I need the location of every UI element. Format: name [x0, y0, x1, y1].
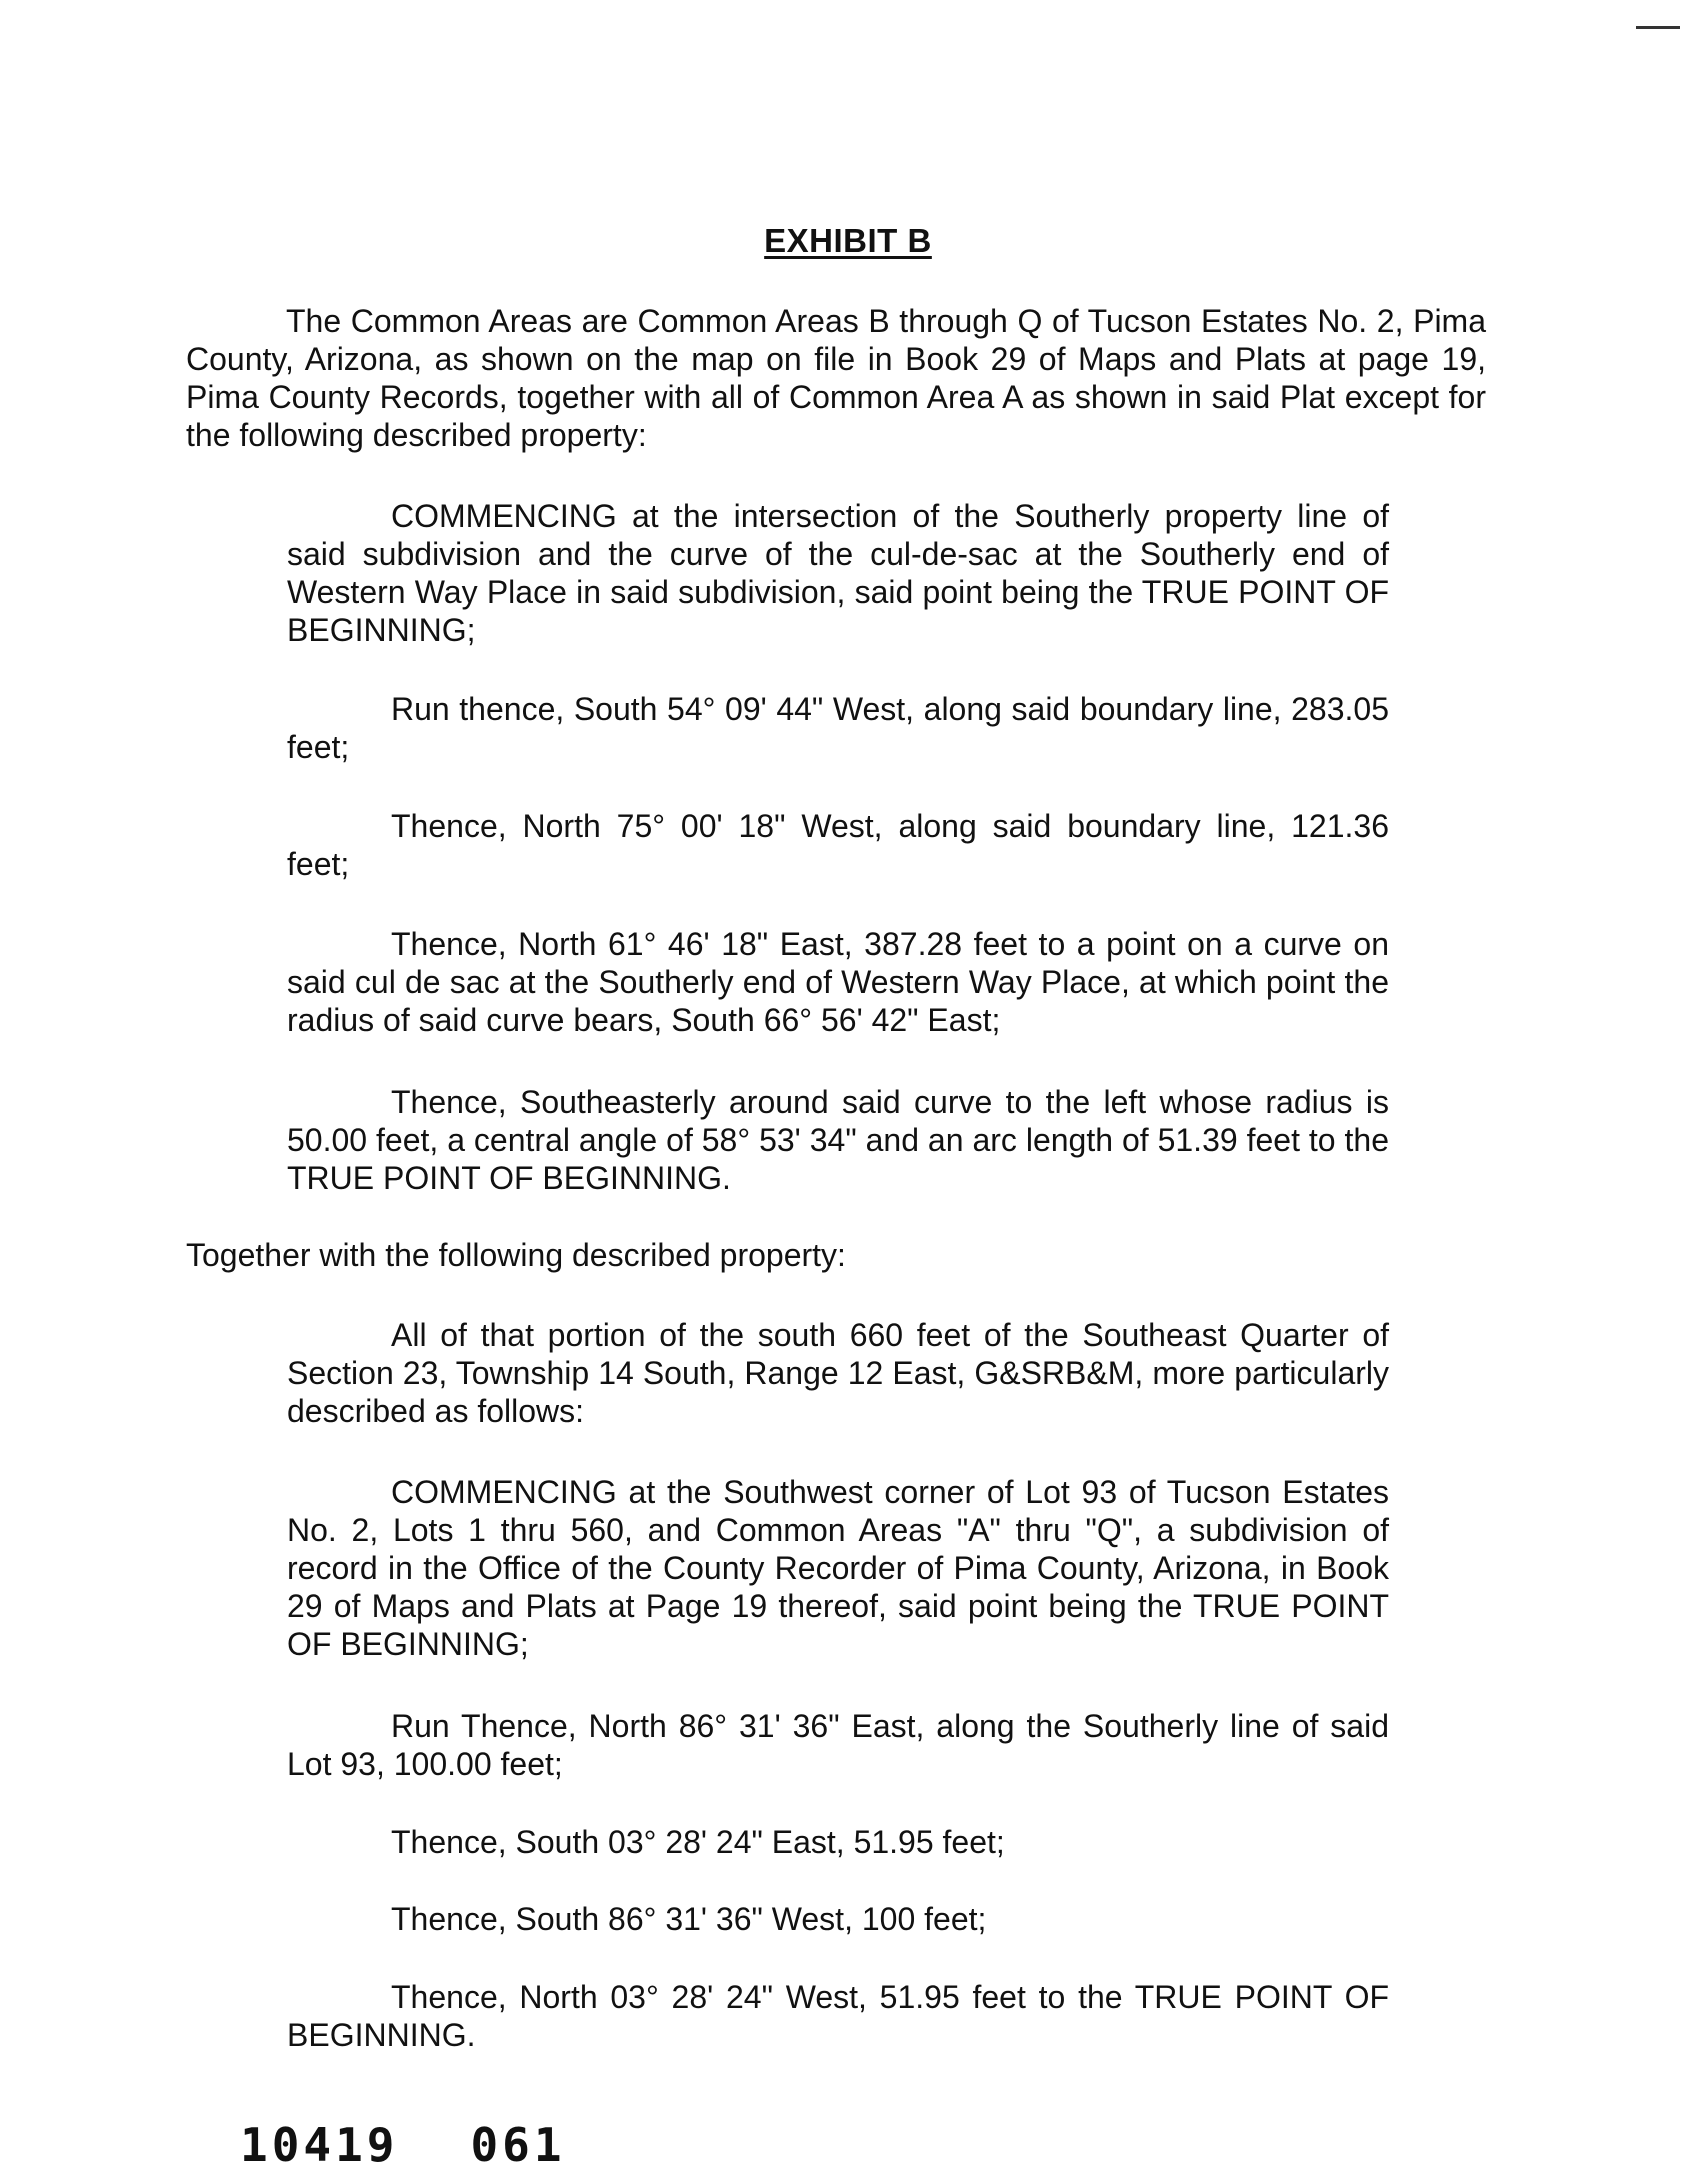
- exception-course-1: Run thence, South 54° 09' 44" West, along said boundary line, 283.05 feet;: [287, 691, 1389, 765]
- addition-portion: All of that portion of the south 660 feet of the Southeast Quarter of Section 23, Township 14 South, Range 12 East, G&SRB&M, more particularly described as follows:: [287, 1317, 1389, 1429]
- addition-course-4: Thence, North 03° 28' 24" West, 51.95 feet to the TRUE POINT OF BEGINNING.: [287, 1979, 1389, 2053]
- exception-course-3: Thence, North 61° 46' 18" East, 387.28 feet to a point on a curve on said cul de sac at the Southerly end of Western Way Place, at which point the radius of said curve bears, South 66° 56' 42" East;: [287, 926, 1389, 1038]
- scan-mark: [1636, 26, 1680, 29]
- recording-docket: 10419: [240, 2118, 399, 2172]
- together-paragraph: Together with the following described property:: [186, 1237, 846, 1273]
- addition-commencing: COMMENCING at the Southwest corner of Lot 93 of Tucson Estates No. 2, Lots 1 thru 560, and Common Areas "A" thru "Q", a subdivision of record in the Office of the County Recorder of Pima County, Arizona, in Book 29 of Maps and Plats at Page 19 thereof, said point being the TRUE POINT OF BEGINNING;: [287, 1474, 1389, 1662]
- intro-paragraph: The Common Areas are Common Areas B through Q of Tucson Estates No. 2, Pima County, Arizona, as shown on the map on file in Book 29 of Maps and Plats at page 19, Pima County Records, together with all of Common Area A as shown in said Plat except for the following described property:: [186, 303, 1486, 453]
- addition-course-1: Run Thence, North 86° 31' 36" East, along the Southerly line of said Lot 93, 100.00 feet;: [287, 1708, 1389, 1782]
- recording-stamp: [240, 2118, 566, 2172]
- recording-page: 061: [470, 2118, 566, 2172]
- exhibit-title: EXHIBIT B: [764, 222, 932, 259]
- addition-course-3: Thence, South 86° 31' 36" West, 100 feet;: [391, 1901, 987, 1937]
- exception-course-4: Thence, Southeasterly around said curve to the left whose radius is 50.00 feet, a central angle of 58° 53' 34" and an arc length of 51.39 feet to the TRUE POINT OF BEGINNING.: [287, 1084, 1389, 1196]
- exception-commencing: COMMENCING at the intersection of the Southerly property line of said subdivision and the curve of the cul-de-sac at the Southerly end of Western Way Place in said subdivision, said point being the TRUE POINT OF BEGINNING;: [287, 498, 1389, 648]
- addition-course-2: Thence, South 03° 28' 24" East, 51.95 feet;: [391, 1824, 1005, 1860]
- exception-course-2: Thence, North 75° 00' 18" West, along said boundary line, 121.36 feet;: [287, 808, 1389, 882]
